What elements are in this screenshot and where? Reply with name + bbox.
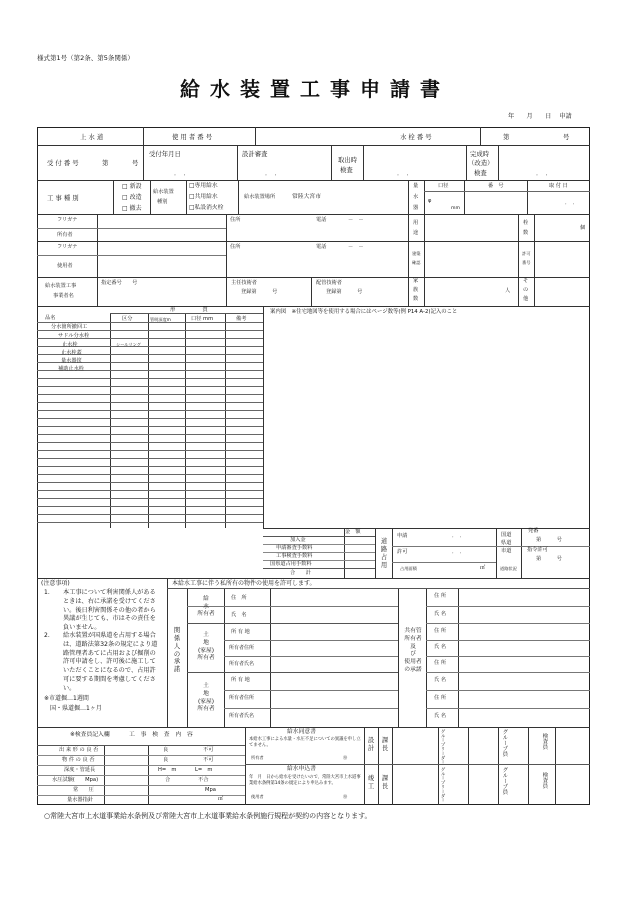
materials-note-header: 備考 <box>236 316 247 322</box>
family-label-1: 家 <box>413 278 419 284</box>
materials-grid-line <box>37 426 263 427</box>
shared-address-label: 住 所 <box>434 593 447 599</box>
page-title: 給水装置工事申請書 <box>180 77 450 101</box>
user-tel-value: － － <box>348 244 364 250</box>
other-label-1: そ <box>523 278 529 284</box>
material-item: 量水器筺 <box>61 358 82 364</box>
fee-row-label: 工事検査手数料 <box>276 553 313 559</box>
application-date: 年 月 日 申請 <box>508 113 572 120</box>
owner-furigana-label: フリガナ <box>57 217 78 223</box>
piping-engineer-number: 登録第 号 <box>326 289 363 295</box>
inspection-row-label: 深度・管延長 <box>64 767 96 773</box>
meter-install-date-value: ． ． <box>565 200 578 206</box>
faucet-count-unit: 個 <box>580 225 586 231</box>
tapping-inspection-value: ． ． <box>397 169 413 177</box>
road-occupancy-label: 道 路 占 用 <box>380 538 388 569</box>
materials-grid-line <box>37 442 263 443</box>
land-1-owner-address-label: 所有者住所 <box>229 645 255 651</box>
inspection-row-label: 物 件 の 良 否 <box>62 757 95 763</box>
other-label-2: の <box>523 287 529 293</box>
materials-grid-line <box>37 474 263 475</box>
related-party-consent-label: 関 係 人 の 承 諾 <box>173 627 181 674</box>
section-chief-label: 課 長 <box>381 737 389 752</box>
work-type-label: 工 事 種 別 <box>47 194 79 202</box>
road-permit-date: ． ． <box>452 549 465 555</box>
user-number-label: 使 用 者 番 号 <box>172 133 213 141</box>
seal-ring-label: シールリング <box>116 342 141 347</box>
materials-diameter-header: 口径 mm <box>191 316 214 322</box>
inspection-row-label: 水圧試験( Mpa) <box>52 777 99 783</box>
family-label-2: 族 <box>413 287 419 293</box>
reception-date-value: ． ． <box>174 169 190 177</box>
device-type-dedicated[interactable]: □専用給水 <box>189 183 218 189</box>
materials-grid-line <box>37 498 263 499</box>
device-location-label: 給水装置場所 <box>244 194 276 200</box>
order-permit-label: 指令許可 <box>527 547 548 553</box>
usage-label-2: 途 <box>413 230 419 236</box>
fee-total-label: 合 計 <box>290 570 311 576</box>
user-address-label: 住所 <box>230 244 241 250</box>
national-road-label: 国道 <box>501 532 512 538</box>
consent-heading: 本給水工事に伴う私所有の物件の使用を許可します。 <box>172 580 316 587</box>
meter-install-date-label: 取 付 日 <box>549 183 568 189</box>
land-1-owner-name-label: 所有者氏名 <box>229 661 255 667</box>
road-condition-label: 道路状況 <box>500 566 517 571</box>
water-consent-owner-label: 所有者 <box>251 755 264 760</box>
material-item: 止水栓蓋 <box>61 350 82 356</box>
building-confirmation-label-2: 確認 <box>412 260 421 265</box>
inspection-length-value: L= m <box>195 767 213 773</box>
chief-engineer-number: 登録第 号 <box>241 289 278 295</box>
reception-go: 号 <box>132 159 139 167</box>
materials-grid-line <box>37 458 263 459</box>
inspection-fail: 不合 <box>198 777 209 783</box>
shared-address-label: 住 所 <box>434 695 447 701</box>
materials-class-header: 区分 <box>122 316 133 322</box>
issue-number-value: 第 号 <box>536 537 562 543</box>
meter-number-label: 番 号 <box>488 183 504 189</box>
seal-mark: ㊞ <box>343 794 348 799</box>
building-confirmation-label-1: 建築 <box>412 251 421 256</box>
contractor-label: 給水装置工事 <box>45 283 77 289</box>
group-leader-label: グループリーダー <box>440 767 446 803</box>
map-guide-note: 案内図 ※住宅地図等を使用する場合にはページ数等(例 P14 A-2)記入のこと <box>270 309 458 315</box>
inspection-meter-unit: ㎥ <box>218 796 224 802</box>
design-review-label: 設計審査 <box>242 150 268 158</box>
section-chief-label: 課 長 <box>381 775 389 790</box>
materials-grid-line <box>37 322 263 323</box>
owner-label: 所有者 <box>57 232 73 238</box>
shared-address-label: 住 所 <box>434 660 447 666</box>
inspection-row-label: 出 来 形 の 良 否 <box>59 747 99 753</box>
completion-inspection-value: ． ． <box>536 169 552 177</box>
issue-number-label: 発番 <box>528 528 539 534</box>
device-type-hydrant[interactable]: □私設消火栓 <box>189 205 224 211</box>
materials-grid-line <box>37 450 263 451</box>
road-apply-date: ． ． <box>452 533 465 539</box>
occupancy-area-unit: ㎡ <box>480 565 486 571</box>
shared-name-label: 氏 名 <box>434 713 447 719</box>
note-national-road: 国・県道掘…1ヶ月 <box>50 705 102 712</box>
materials-grid-line <box>37 410 263 411</box>
permit-number-label-2: 番号 <box>522 260 531 265</box>
road-apply-label: 申請 <box>397 533 408 539</box>
inspection-row-label: 量水器指針 <box>67 797 93 803</box>
footer-contract-note: ○常陸大宮市上水道事業給水条例及び常陸大宮市上水道事業給水条例施行規程が契約の内容となります。 <box>44 812 372 820</box>
usage-label-1: 用 <box>413 220 419 226</box>
faucet-go: 号 <box>563 133 570 141</box>
faucet-number-label: 水 栓 番 号 <box>400 133 432 141</box>
materials-grid-line <box>37 378 263 379</box>
shared-pipe-owner-consent-label: 共有管 所有者 及 び 使用者 の承諾 <box>404 628 422 674</box>
water-owner-address-label: 住 所 <box>231 595 247 601</box>
occupancy-area-label: 占用面積 <box>400 566 417 571</box>
faucet-dai: 第 <box>503 133 510 141</box>
materials-grid-line <box>37 394 263 395</box>
order-permit-value: 第 号 <box>536 556 562 562</box>
device-type-label2: 種別 <box>157 199 168 205</box>
faucet-count-label-2: 数 <box>523 230 529 236</box>
form-number: 様式第1号（第2条、第5条関係） <box>37 54 134 62</box>
water-consent-text: 本給水工事による水量・水圧不足についての異議を申し立てません。 <box>249 737 361 748</box>
fee-row-label: 国県道占用手数料 <box>270 561 312 567</box>
meter-label-1: 量 <box>413 183 419 189</box>
water-application-text: 年 月 日から給水を受けたいので、常陸大宮市上水道事業給水条例第14条の規定により申込みます。 <box>249 775 361 786</box>
land-owner-label-2: 土 地 (家屋) 所有者 <box>197 683 215 713</box>
design-review-value: ． ． <box>265 169 281 177</box>
contractor-label-2: 事業者名 <box>53 293 74 299</box>
water-application-user-label: 使用者 <box>251 794 264 799</box>
work-type-new[interactable]: □ 新設 <box>122 183 142 190</box>
tapping-inspection-label2: 検査 <box>340 166 353 174</box>
owner-address-label: 住所 <box>230 217 241 223</box>
materials-grid-line <box>37 490 263 491</box>
materials-grid-line <box>37 386 263 387</box>
piping-engineer-label: 配管技術者 <box>316 280 342 286</box>
land-2-site-label: 所 有 地 <box>231 677 250 683</box>
group-member-label: グループ員 <box>501 767 508 795</box>
completion-inspection-label2: （改造） <box>468 159 494 167</box>
shared-name-label: 氏 名 <box>434 644 447 650</box>
materials-grid-line <box>37 482 263 483</box>
materials-depth-header: 管明深度m <box>150 317 171 322</box>
material-item: 補助止水栓 <box>58 366 84 372</box>
note-city-road: ※市道掘…1週間 <box>44 695 89 702</box>
other-label-3: 他 <box>523 296 529 302</box>
completion-label: 竣 工 <box>367 775 375 790</box>
permit-number-label-1: 許可 <box>522 251 531 256</box>
inspection-content-header: 工 事 検 査 内 容 <box>129 732 193 738</box>
family-unit: 人 <box>505 288 511 294</box>
materials-grid-line <box>37 402 263 403</box>
completion-inspection-label: 完成時 <box>470 150 490 158</box>
materials-grid-line <box>37 418 263 419</box>
seal-mark: ㊞ <box>343 755 348 760</box>
user-furigana-label: フリガナ <box>57 244 78 250</box>
design-label: 設 計 <box>367 737 375 752</box>
materials-name-header: 品名 <box>45 315 56 321</box>
user-label: 使用者 <box>57 263 73 269</box>
inspection-pass: 合 <box>165 777 171 783</box>
group-leader-label: グループリーダー <box>440 729 446 765</box>
land-1-site-label: 所 有 地 <box>231 629 250 635</box>
meter-diameter-label: 口径 <box>438 183 449 189</box>
device-type-label: 給水装置 <box>153 189 174 195</box>
materials-grid-line <box>37 466 263 467</box>
meter-phi: φ <box>428 198 432 204</box>
note-2-number: 2. <box>44 632 50 639</box>
reception-date-label: 受付年月日 <box>149 150 181 158</box>
designated-number: 指定番号 号 <box>101 280 138 286</box>
inspector-entry-label: ※検査員記入欄 <box>70 732 110 738</box>
user-tel-label: 電話 <box>316 244 327 250</box>
tapping-inspection-label: 取出時 <box>338 156 358 164</box>
device-type-shared[interactable]: □共用給水 <box>189 194 218 200</box>
shared-name-label: 氏 名 <box>434 611 447 617</box>
fee-amount-header: 金 額 <box>345 529 361 535</box>
materials-grid-line <box>37 434 263 435</box>
inspection-row-good: 良 <box>163 747 169 753</box>
city-road-label: 市道 <box>501 548 512 554</box>
water-consent-title: 給水同意書 <box>287 729 316 735</box>
note-1-number: 1. <box>44 589 50 596</box>
completion-inspection-label3: 検査 <box>474 169 487 177</box>
inspection-row-label: 常 圧 <box>73 787 94 793</box>
family-label-3: 数 <box>413 296 419 302</box>
road-permit-label: 許可 <box>397 549 408 555</box>
inspection-row-good: 良 <box>163 757 169 763</box>
meter-label-2: 水 <box>413 194 419 200</box>
fee-row-label: 申請審査手数料 <box>276 545 313 551</box>
chief-engineer-label: 主任技術者 <box>231 280 257 286</box>
materials-grid-line <box>37 514 263 515</box>
water-owner-label: 給 水 所有者 <box>197 596 215 618</box>
prefectural-road-label: 県道 <box>501 540 512 546</box>
land-2-owner-name-label: 所有者氏名 <box>229 713 255 719</box>
material-item: 止水栓 <box>62 342 78 348</box>
land-owner-label-1: 土 地 (家屋) 所有者 <box>197 632 215 662</box>
meter-mm: mm <box>451 206 460 211</box>
materials-grid-line <box>37 506 263 507</box>
fee-row-label: 加入金 <box>290 537 306 543</box>
water-application-title: 給水申込書 <box>287 766 316 772</box>
faucet-count-label-1: 栓 <box>523 220 529 226</box>
group-member-label: グループ員 <box>501 729 508 757</box>
material-item: 分水箇所撤回工 <box>51 324 88 330</box>
inspector-label: 検査員 <box>541 733 548 750</box>
owner-tel-value: － － <box>348 217 364 223</box>
shared-name-label: 氏 名 <box>434 677 447 683</box>
waterworks-label: 上 水 道 <box>80 133 104 141</box>
materials-grid-line <box>37 522 263 523</box>
reception-number-label: 受 付 番 号 <box>47 159 79 167</box>
inspector-label: 検査員 <box>541 772 548 789</box>
owner-tel-label: 電話 <box>316 217 327 223</box>
land-2-owner-address-label: 所有者住所 <box>229 695 255 701</box>
inspection-row-bad: 不可 <box>203 757 214 763</box>
note-2-text: 給水装置が国県道を占用する場合は、道路法第32条の規定により道路管理者あてに占用および掘削の許可申請をし、許可後に施工していただくことになるので、占用許可に要する期間を考慮してください。 <box>63 632 158 692</box>
materials-form-quality-header: 形 質 <box>170 307 208 313</box>
inspection-row-bad: 不可 <box>203 747 214 753</box>
device-location-value: 常陸大宮市 <box>292 194 321 200</box>
work-type-modify[interactable]: □ 改造 <box>122 194 142 201</box>
notes-heading: (注意事項) <box>41 580 70 587</box>
work-type-remove[interactable]: □ 撤去 <box>122 205 142 212</box>
note-1-text: 本工事について利害関係人があるときは、右に承諾を受けてください。後日利害関係その他の者から異議が生じても、市はその責任を負いません。 <box>63 589 156 632</box>
inspection-depth-value: H= m <box>158 767 177 773</box>
water-owner-name-label: 氏 名 <box>231 612 247 618</box>
meter-label-3: 器 <box>413 205 419 211</box>
reception-dai: 第 <box>102 159 109 167</box>
material-item: サドル分水栓 <box>58 333 90 339</box>
inspection-pressure-unit: Mpa <box>205 787 216 793</box>
shared-address-label: 住 所 <box>434 628 447 634</box>
